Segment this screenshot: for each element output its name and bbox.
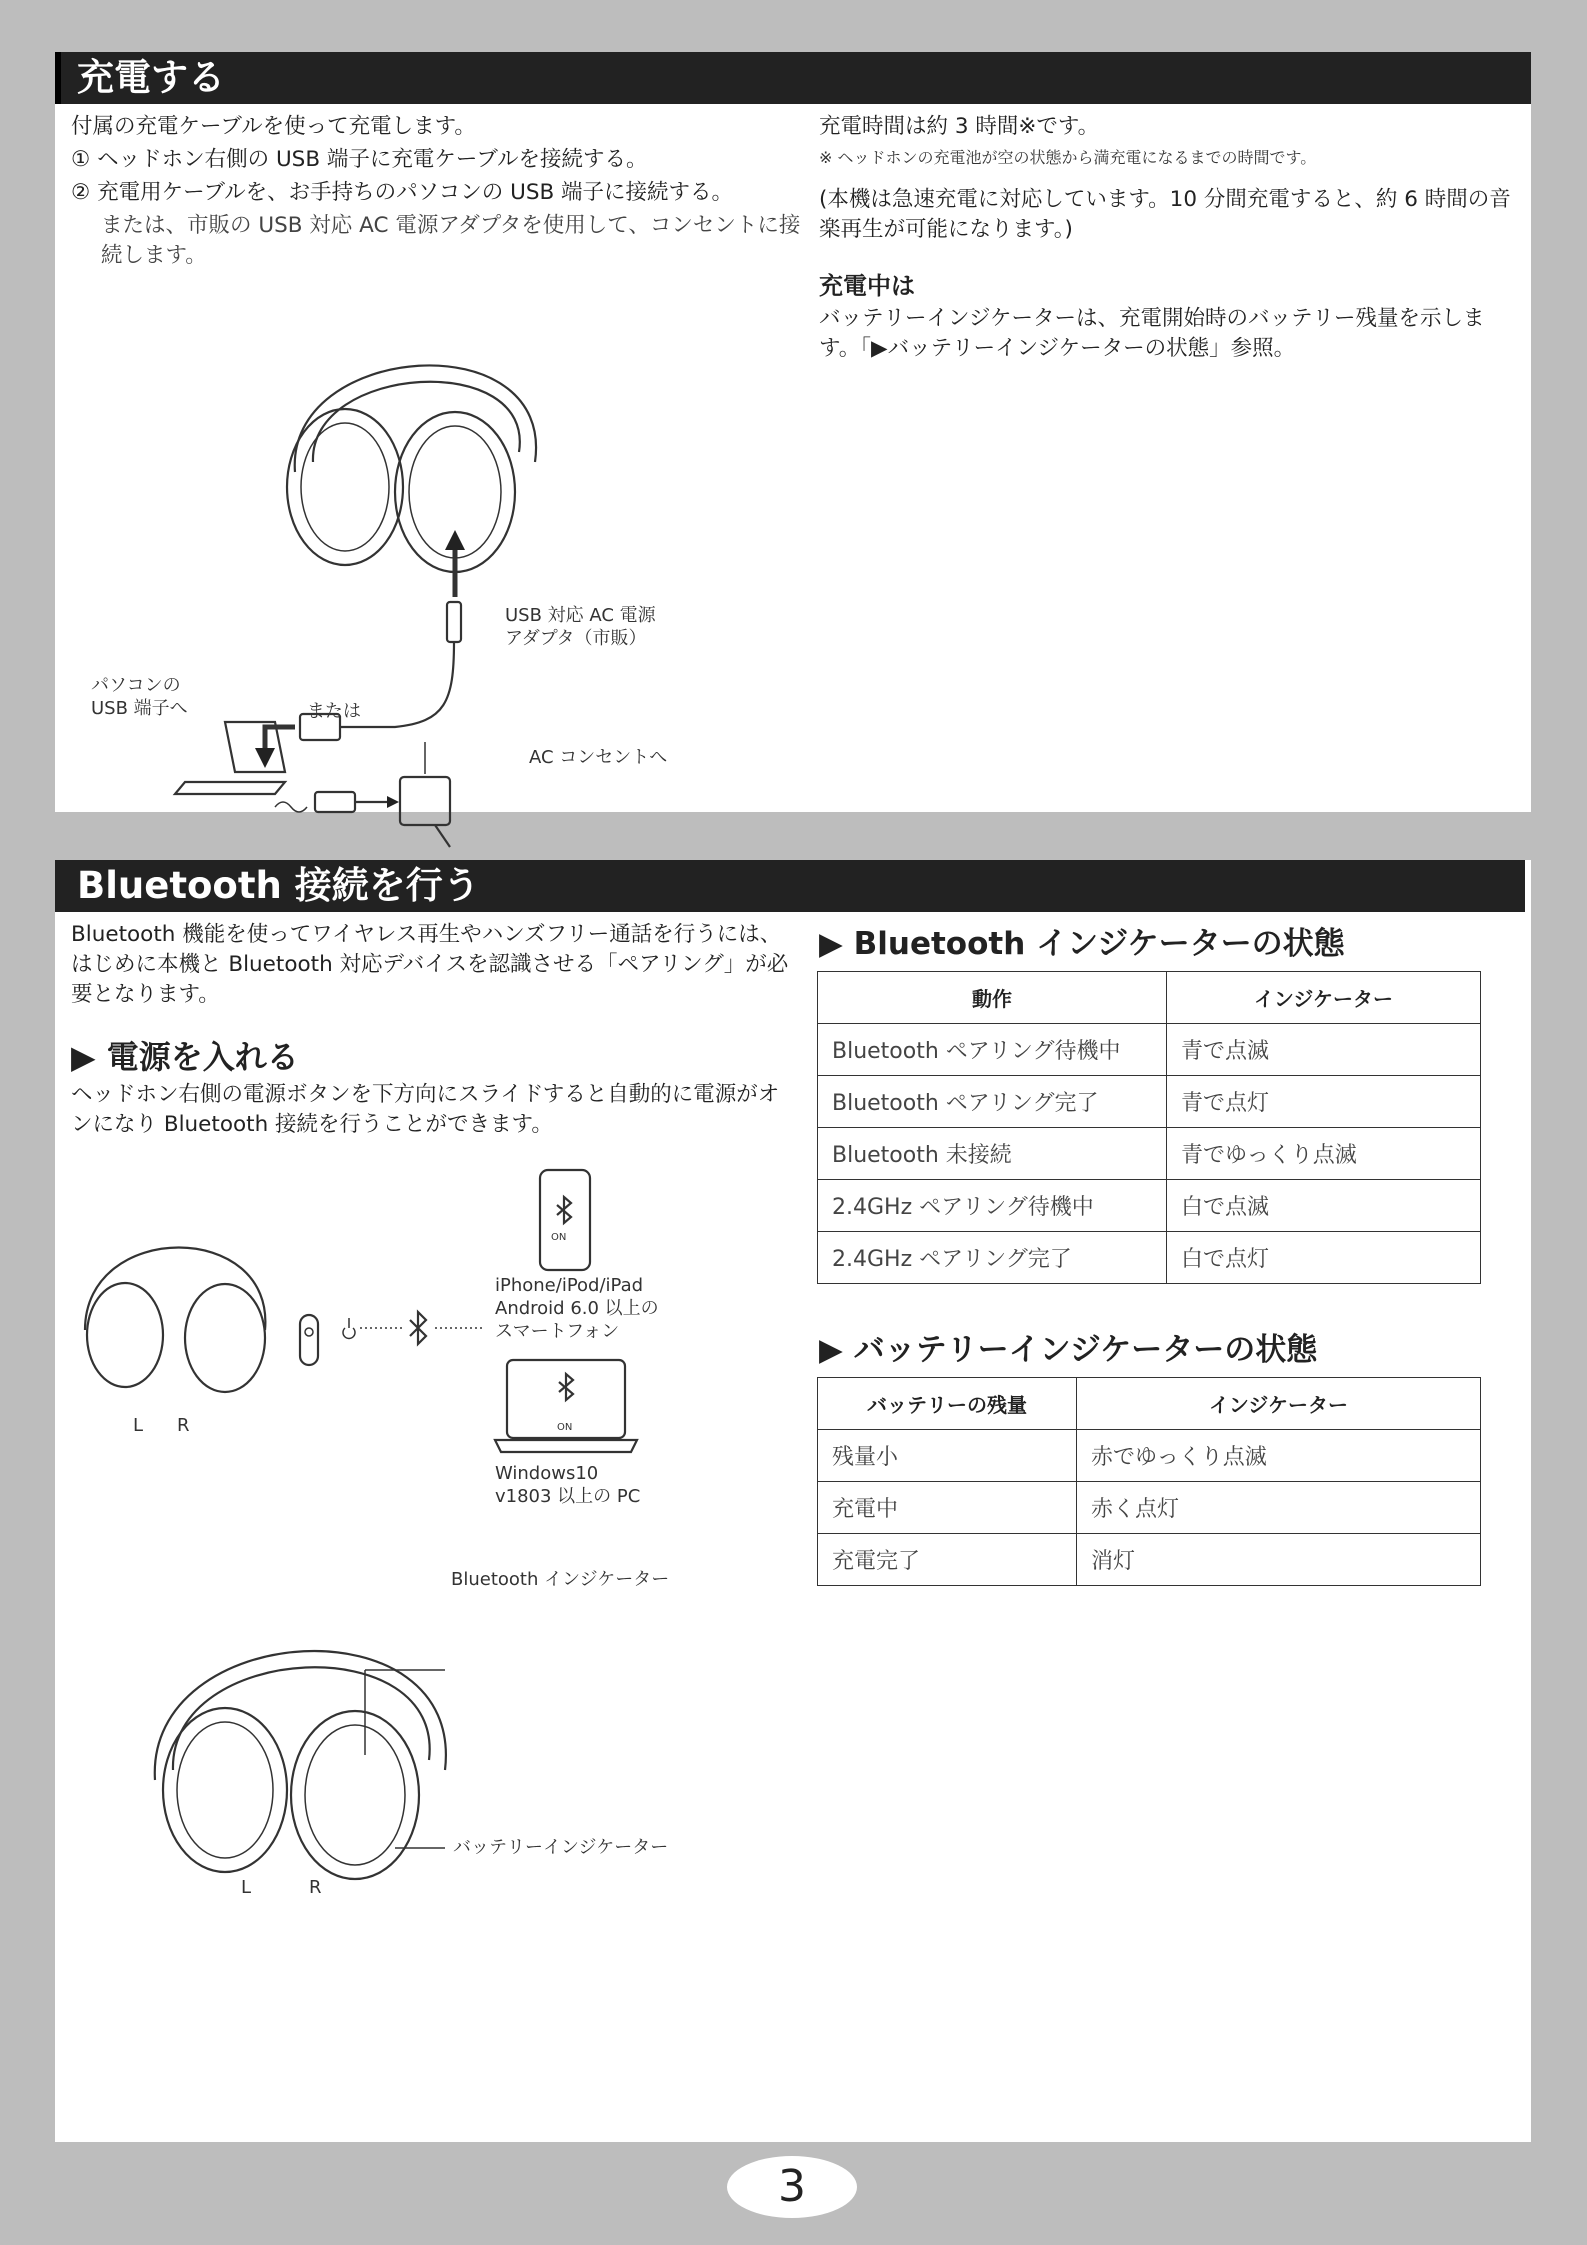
table-header: 動作	[818, 972, 1167, 1024]
table-cell: 赤でゆっくり点滅	[1077, 1430, 1481, 1482]
table-header-row	[818, 1378, 1481, 1430]
section-title: 充電する	[55, 52, 1531, 104]
laptop-on-label: ON	[557, 1422, 573, 1433]
left-label-small: L	[133, 1415, 144, 1436]
right-label-small: R	[177, 1415, 190, 1436]
or-label: または	[307, 701, 361, 722]
table-cell: 2.4GHz ペアリング完了	[818, 1232, 1167, 1284]
table-cell: 充電中	[818, 1482, 1077, 1534]
adapter-label: USB 対応 AC 電源 アダプタ（市販）	[505, 605, 656, 649]
table-header: インジケーター	[1077, 1378, 1481, 1430]
quick-charge-note: (本機は急速充電に対応しています。10 分間充電すると、約 6 時間の音楽再生が可能になります。)	[819, 187, 1511, 242]
table-cell: 充電完了	[818, 1534, 1077, 1586]
right-label: R	[309, 1877, 322, 1898]
table-cell: 2.4GHz ペアリング待機中	[818, 1180, 1167, 1232]
during-charge-heading: 充電中は	[819, 272, 915, 300]
charging-step-2-note: または、市販の USB 対応 AC 電源アダプタを使用して、コンセントに接続します。	[101, 213, 801, 268]
pc-label: Windows10 v1803 以上の PC	[495, 1463, 641, 1507]
pc-usb-label: パソコンの USB 端子へ	[91, 675, 188, 719]
left-label: L	[241, 1877, 252, 1898]
table-cell: Bluetooth ペアリング完了	[818, 1076, 1167, 1128]
table-row	[818, 1482, 1481, 1534]
table-header: インジケーター	[1167, 972, 1481, 1024]
table-cell: 消灯	[1077, 1534, 1481, 1586]
table-header-row	[818, 972, 1481, 1024]
table-row	[818, 1076, 1481, 1128]
table-cell: 残量小	[818, 1430, 1077, 1482]
bt-indicator-label: Bluetooth インジケーター	[451, 1569, 670, 1590]
bluetooth-section	[55, 860, 1531, 2142]
table-cell: 白で点滅	[1167, 1180, 1481, 1232]
bt-indicator-heading: ▶ Bluetooth インジケーターの状態	[819, 926, 1345, 962]
charging-step-1: ① ヘッドホン右側の USB 端子に充電ケーブルを接続する。	[71, 147, 648, 172]
charging-step-2: ② 充電用ケーブルを、お手持ちのパソコンの USB 端子に接続する。	[71, 180, 734, 205]
table-row	[818, 1232, 1481, 1284]
power-on-heading: ▶ 電源を入れる	[71, 1038, 299, 1076]
table-row	[818, 1180, 1481, 1232]
table-header: バッテリーの残量	[818, 1378, 1077, 1430]
table-cell: 青で点滅	[1167, 1024, 1481, 1076]
charging-time: 充電時間は約 3 時間※です。	[819, 114, 1100, 139]
battery-indicator-table	[817, 1377, 1481, 1586]
during-charge-text: バッテリーインジケーターは、充電開始時のバッテリー残量を示します。「▶バッテリーインジケーターの状態」参照。	[819, 306, 1485, 361]
table-cell: 赤く点灯	[1077, 1482, 1481, 1534]
phone-on-label: ON	[551, 1232, 567, 1243]
table-row	[818, 1128, 1481, 1180]
outlet-label: AC コンセントへ	[529, 747, 668, 768]
charging-section	[55, 52, 1531, 812]
charging-intro: 付属の充電ケーブルを使って充電します。	[71, 114, 476, 139]
table-row	[818, 1534, 1481, 1586]
power-on-text: ヘッドホン右側の電源ボタンを下方向にスライドすると自動的に電源がオンになり Bluetooth 接続を行うことができます。	[71, 1082, 780, 1137]
bt-indicator-table	[817, 971, 1481, 1284]
battery-indicator-label: バッテリーインジケーター	[453, 1837, 669, 1858]
battery-indicator-heading: ▶ バッテリーインジケーターの状態	[819, 1332, 1318, 1368]
table-cell: Bluetooth ペアリング待機中	[818, 1024, 1167, 1076]
table-row	[818, 1024, 1481, 1076]
table-cell: 白で点灯	[1167, 1232, 1481, 1284]
table-cell: 青で点灯	[1167, 1076, 1481, 1128]
indicator-illustration	[145, 1580, 565, 1880]
section-title: Bluetooth 接続を行う	[55, 860, 1525, 912]
phone-label: iPhone/iPod/iPad Android 6.0 以上の スマートフォン	[495, 1275, 659, 1342]
charging-time-note: ※ ヘッドホンの充電池が空の状態から満充電になるまでの時間です。	[819, 148, 1317, 167]
table-cell: 青でゆっくり点滅	[1167, 1128, 1481, 1180]
page-number: 3	[727, 2156, 857, 2218]
table-cell: Bluetooth 未接続	[818, 1128, 1167, 1180]
table-row	[818, 1430, 1481, 1482]
bluetooth-intro: Bluetooth 機能を使ってワイヤレス再生やハンズフリー通話を行うには、はじめに本機と Bluetooth 対応デバイスを認識させる「ペアリング」が必要となります。	[71, 922, 789, 1007]
